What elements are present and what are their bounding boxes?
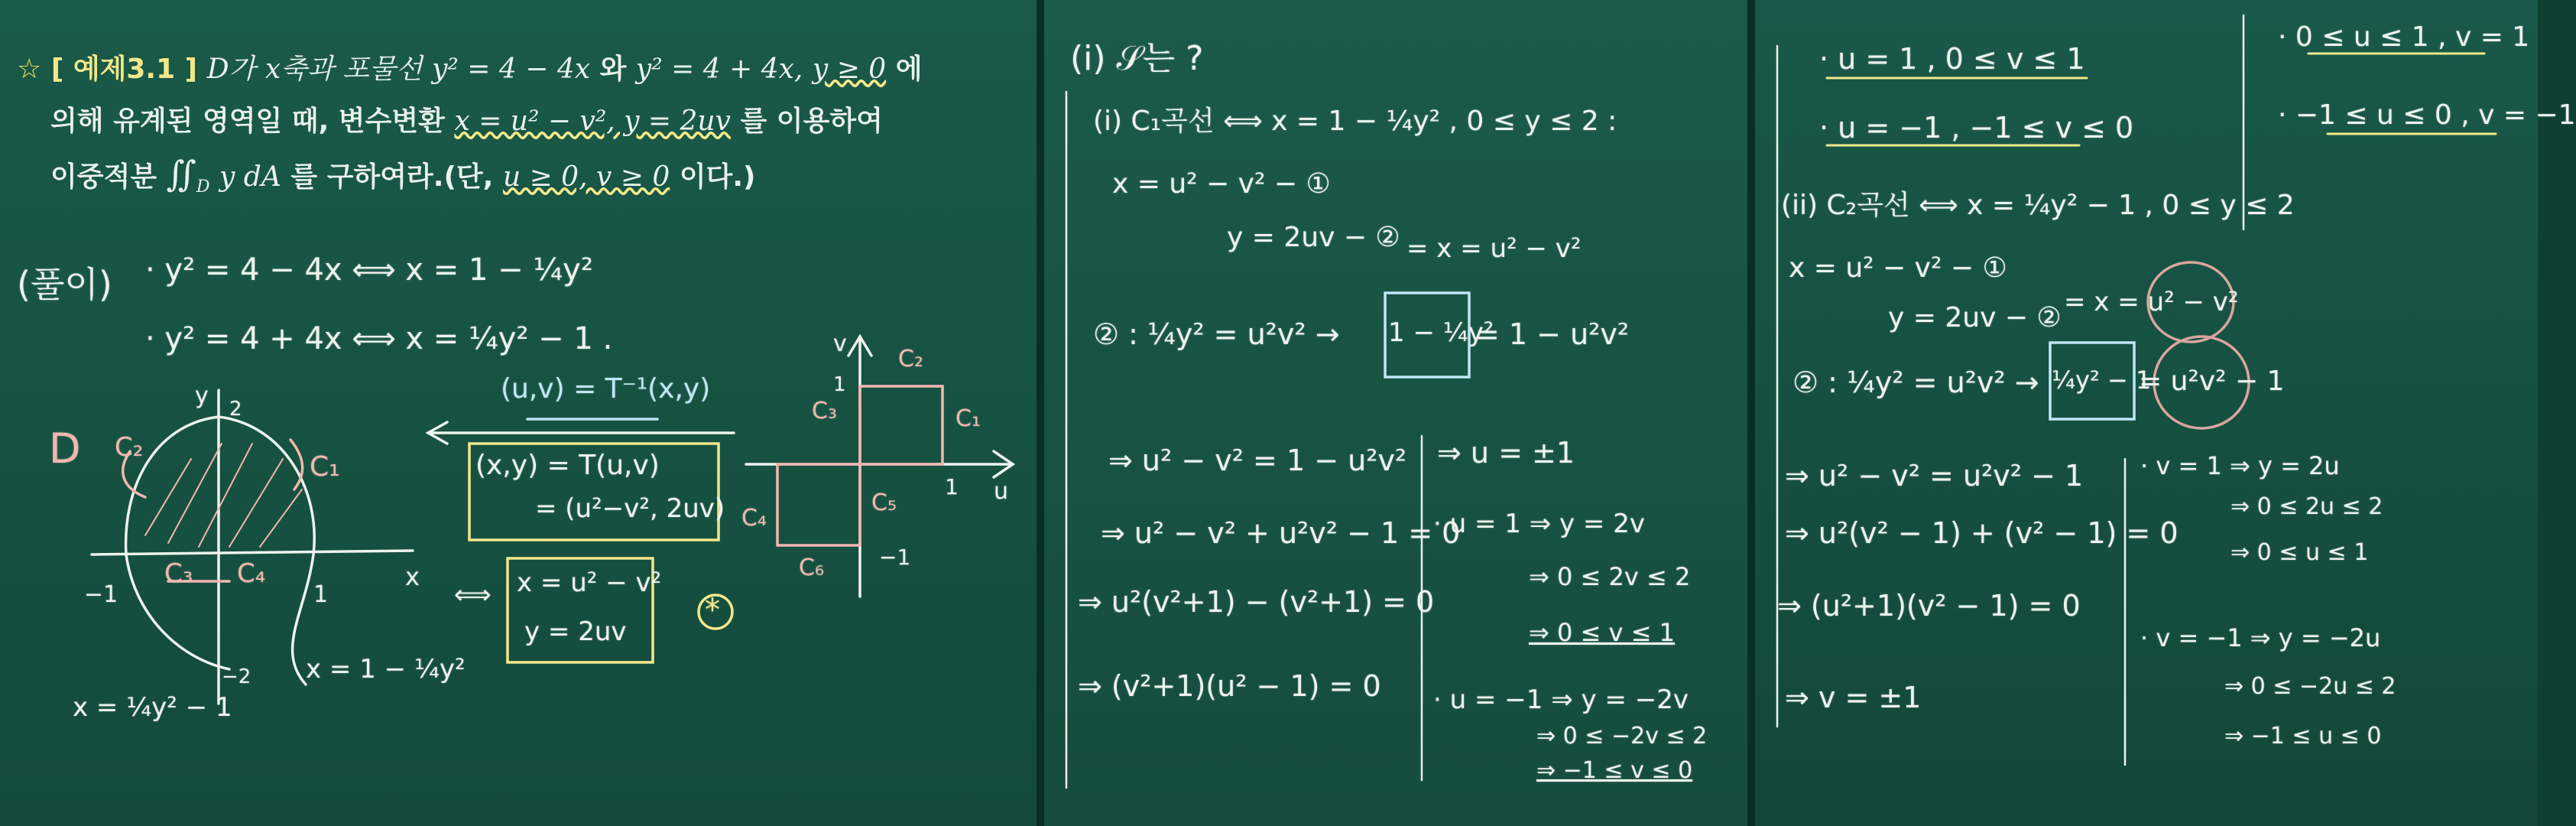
equivalence-sign: ⟺ — [454, 580, 492, 610]
uv-curve-label: C₁ — [955, 405, 981, 432]
problem-text: 와 — [599, 54, 627, 85]
curve-label: C₁ — [310, 451, 340, 483]
derivation-step: ② : ¼y² = u²v² → — [1792, 366, 2039, 399]
integral-sign: ∬ — [166, 153, 196, 194]
uv-tick: 1 — [833, 373, 846, 396]
parabola-eq-2: · y² = 4 + 4x ⟺ x = ¼y² − 1 . — [145, 321, 613, 356]
uv-curve-label: C₄ — [741, 505, 767, 532]
problem-text: 를 이용하여 — [740, 106, 883, 137]
problem-text: 이다.) — [679, 161, 756, 193]
derivation-result: ⇒ 0 ≤ 2u ≤ 2 — [2230, 493, 2383, 520]
uv-curve-label: C₃ — [812, 398, 837, 424]
derivation-step: ⇒ (u²+1)(v² − 1) = 0 — [1777, 589, 2081, 623]
system-line: y = 2uv — [524, 616, 627, 647]
integral-domain: D — [196, 177, 210, 197]
parabola-eq-1: · y² = 4 − 4x ⟺ x = 1 − ¼y² — [145, 252, 593, 288]
case-1-curve: (i) C₁곡선 ⟺ x = 1 − ¼y² , 0 ≤ y ≤ 2 : — [1093, 106, 1617, 137]
problem-label: [ 예제3.1 ] — [50, 54, 198, 85]
uv-curve-label: C₆ — [799, 554, 824, 581]
derivation-result: · u = −1 ⇒ y = −2v — [1433, 685, 1689, 715]
derivation-step: ⇒ v = ±1 — [1785, 681, 1922, 714]
axis-tick: 2 — [229, 398, 242, 421]
problem-condition: u ≥ 0, v ≥ 0 — [502, 161, 670, 193]
substitution: = x = u² − v² — [1406, 233, 1582, 264]
star-icon: ☆ — [17, 54, 42, 85]
star-mark: * — [705, 593, 720, 628]
derivation-step: = u²v² − 1 — [2139, 366, 2285, 397]
curve-label: C₃ — [164, 558, 193, 589]
uv-curve-label: C₅ — [871, 489, 897, 516]
region-label: D — [49, 424, 81, 473]
problem-equation: y² = 4 + 4x, — [635, 54, 803, 85]
x-axis-line — [92, 551, 413, 554]
inverse-map: (u,v) = T⁻¹(x,y) — [501, 373, 711, 405]
system-line: x = u² − v² — [517, 567, 662, 598]
axis-label: y — [195, 382, 209, 409]
forward-map: = (u²−v², 2uv) — [535, 493, 725, 524]
derivation-result: ⇒ 0 ≤ u ≤ 1 — [2230, 539, 2369, 566]
uv-rect-upper — [860, 386, 942, 464]
derivation-step: ⇒ u² − v² = 1 − u²v² — [1108, 444, 1407, 477]
derivation-step: = 1 − u²v² — [1475, 317, 1630, 351]
derivation-result: · v = 1 ⇒ y = 2u — [2140, 451, 2340, 480]
derivation-result: ⇒ −1 ≤ v ≤ 0 — [1536, 757, 1693, 784]
derivation-result: ⇒ u = ±1 — [1437, 436, 1575, 470]
system-line: x = u² − v² − ① — [1789, 252, 2007, 284]
derivation-result: · u = 1 ⇒ y = 2v — [1433, 509, 1645, 539]
derivation-step: ⇒ u² − v² + u²v² − 1 = 0 — [1101, 516, 1461, 550]
case-title: (i) 𝒮는 ? — [1070, 39, 1204, 78]
problem-equation: y² = 4 − 4x — [432, 54, 591, 85]
derivation-result: ⇒ 0 ≤ −2u ≤ 2 — [2224, 673, 2396, 700]
derivation-step: ⇒ u²(v² − 1) + (v² − 1) = 0 — [1785, 516, 2179, 550]
axis-tick: −2 — [222, 665, 251, 688]
uv-tick: −1 — [879, 545, 911, 570]
uv-tick: 1 — [945, 474, 959, 499]
boundary-summary: · u = 1 , 0 ≤ v ≤ 1 — [1819, 42, 2085, 76]
problem-equation: x = u² − v², y = 2uv — [454, 106, 731, 137]
boundary-summary: · u = −1 , −1 ≤ v ≤ 0 — [1819, 111, 2134, 145]
derivation-result: · v = −1 ⇒ y = −2u — [2140, 623, 2381, 652]
boxed-text: ¼y² − 1 — [2052, 366, 2152, 395]
uv-rect-lower — [777, 464, 860, 545]
system-line: x = u² − v² − ① — [1112, 168, 1331, 200]
boxed-text: 1 − ¼y² — [1388, 317, 1494, 348]
boundary-summary: · −1 ≤ u ≤ 0 , v = −1 — [2278, 99, 2576, 131]
derivation-result: ⇒ 0 ≤ −2v ≤ 2 — [1536, 723, 1708, 750]
curve-label: C₄ — [237, 558, 266, 589]
curve-label: C₂ — [115, 432, 144, 463]
derivation-result: ⇒ −1 ≤ u ≤ 0 — [2224, 723, 2382, 750]
solution-label: (풀이) — [17, 264, 112, 305]
derivation-result: ⇒ 0 ≤ 2v ≤ 2 — [1529, 562, 1691, 591]
forward-map: (x,y) = T(u,v) — [475, 450, 660, 481]
problem-text: 를 구하여라.(단, — [290, 161, 494, 193]
problem-condition: y ≥ 0 — [812, 54, 887, 85]
derivation-result: ⇒ 0 ≤ v ≤ 1 — [1529, 618, 1675, 647]
uv-axis-label: u — [994, 478, 1009, 505]
derivation-step: ⇒ u²(v²+1) − (v²+1) = 0 — [1078, 585, 1435, 619]
axis-tick: 1 — [313, 581, 329, 608]
system-line: y = 2uv − ② — [1888, 302, 2062, 333]
curve-equation: x = ¼y² − 1 — [73, 692, 232, 723]
integrand: y dA — [219, 161, 281, 193]
case-2-curve: (ii) C₂곡선 ⟺ x = ¼y² − 1 , 0 ≤ y ≤ 2 — [1781, 190, 2295, 221]
problem-text: x축과 포물선 — [264, 54, 423, 85]
substitution: = x = u² − v² — [2064, 287, 2239, 317]
problem-d: D가 — [206, 54, 256, 85]
axis-label: x — [405, 562, 420, 591]
problem-text: 이중적분 — [50, 161, 157, 193]
uv-axis-label: v — [833, 330, 847, 357]
curve-equation: x = 1 − ¼y² — [306, 654, 466, 685]
boundary-summary: · 0 ≤ u ≤ 1 , v = 1 — [2278, 21, 2530, 53]
problem-text: 의해 유계된 영역일 때, 변수변환 — [50, 106, 445, 137]
problem-text: 에 — [895, 54, 923, 85]
derivation-step: ② : ¼y² = u²v² → — [1093, 317, 1340, 351]
uv-curve-label: C₂ — [898, 346, 923, 372]
derivation-step: ⇒ u² − v² = u²v² − 1 — [1785, 459, 2084, 493]
axis-tick: −1 — [84, 581, 118, 608]
derivation-step: ⇒ (v²+1)(u² − 1) = 0 — [1078, 669, 1381, 703]
system-line: y = 2uv − ② — [1227, 222, 1400, 253]
